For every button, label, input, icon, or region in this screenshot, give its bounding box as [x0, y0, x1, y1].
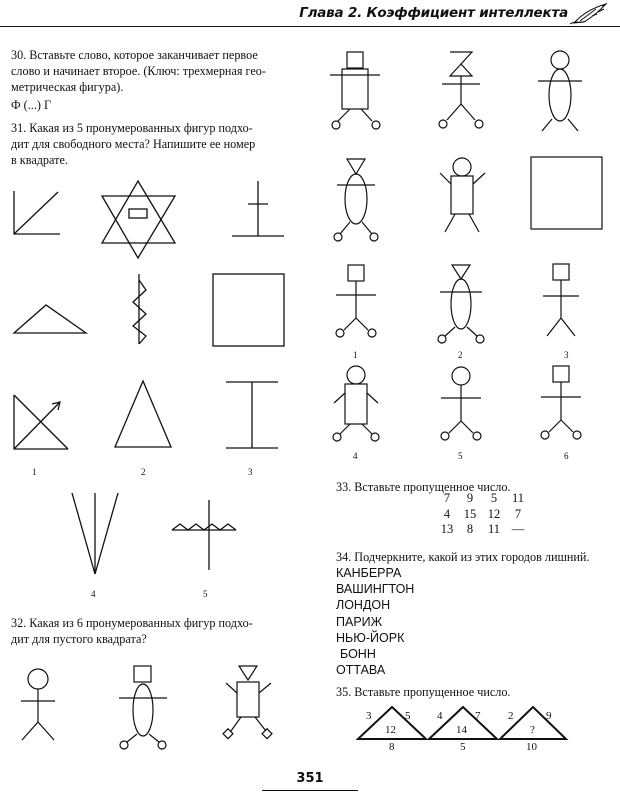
grid-cell: 12 — [487, 506, 501, 521]
option-number: 3 — [248, 467, 253, 477]
grid-cell: 7 — [514, 506, 522, 521]
city-item[interactable]: КАНБЕРРА — [336, 566, 402, 580]
footer-rule — [262, 790, 358, 791]
tri-center: 14 — [456, 724, 467, 736]
tri-right: 9 — [546, 710, 552, 722]
option-number: 5 — [458, 451, 463, 461]
tri-bottom: 5 — [460, 741, 466, 753]
question-34: 34. Подчеркните, какой из этих городов лишний. — [336, 550, 590, 564]
city-item[interactable]: НЬЮ-ЙОРК — [336, 630, 405, 645]
option-number: 2 — [458, 350, 463, 360]
option-number: 4 — [91, 589, 96, 599]
q31-line: в квадрате. — [11, 153, 68, 168]
option-number: 3 — [564, 350, 569, 360]
q30-line: слово и начинает второе. (Ключ: трехмерная гео- — [11, 64, 266, 79]
tri-bottom: 8 — [389, 741, 395, 753]
grid-cell: — — [511, 522, 525, 536]
question-35: 35. Вставьте пропущенное число. — [336, 685, 511, 699]
city-item[interactable]: ВАШИНГТОН — [336, 582, 415, 597]
grid-cell: 4 — [443, 506, 451, 521]
chapter-title: Глава 2. Коэффициент интеллекта — [299, 5, 568, 21]
city-item[interactable]: ЛОНДОН — [336, 598, 391, 613]
tri-bottom: 10 — [526, 741, 537, 753]
city-item[interactable]: ОТТАВА — [336, 663, 386, 678]
page-number: 351 — [296, 771, 324, 786]
grid-cell: 13 — [440, 522, 454, 536]
q30-puzzle: Ф (...) Г — [11, 97, 52, 112]
option-number: 1 — [353, 350, 358, 360]
option-number: 6 — [564, 451, 569, 461]
city-item[interactable]: ПАРИЖ — [336, 614, 383, 629]
tri-center: ? — [530, 724, 535, 736]
q30-line: 30. Вставьте слово, которое заканчивает первое — [11, 48, 258, 62]
tri-center: 12 — [385, 724, 396, 736]
grid-cell: 8 — [466, 522, 474, 536]
question-33: 33. Вставьте пропущенное число. — [336, 480, 511, 494]
grid-cell: 9 — [466, 491, 474, 505]
q30-line: метрическая фигура). — [11, 80, 124, 95]
tri-right: 5 — [405, 710, 411, 722]
q32-line: 32. Какая из 6 пронумерованных фигур подхо- — [11, 616, 253, 630]
option-number: 5 — [203, 589, 208, 599]
tri-right: 7 — [475, 710, 481, 722]
grid-cell: 5 — [490, 491, 498, 505]
option-number: 4 — [353, 451, 358, 461]
city-item[interactable]: БОНН — [340, 647, 376, 662]
q32-line: дит для пустого квадрата? — [11, 632, 147, 647]
option-number: 2 — [141, 467, 146, 477]
grid-cell: 11 — [487, 522, 501, 536]
q31-line: дит для свободного места? Напишите ее номер — [11, 137, 256, 152]
q31-line: 31. Какая из 5 пронумерованных фигур подхо- — [11, 121, 253, 135]
grid-cell: 15 — [463, 506, 477, 521]
tri-left: 4 — [437, 710, 443, 722]
tri-left: 2 — [508, 710, 514, 722]
grid-cell: 7 — [443, 491, 451, 505]
tri-left: 3 — [366, 710, 372, 722]
option-number: 1 — [32, 467, 37, 477]
grid-cell: 11 — [511, 491, 525, 505]
